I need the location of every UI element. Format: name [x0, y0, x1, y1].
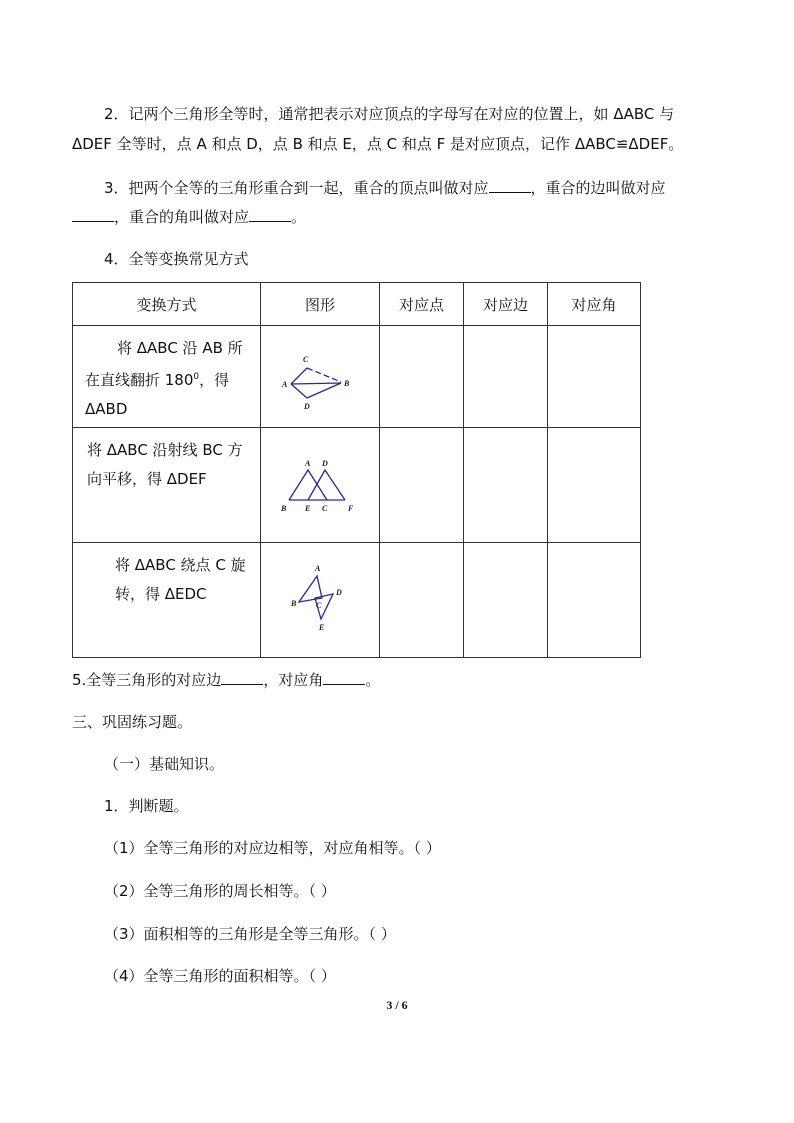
- item3-text-part2: ，重合的边叫做对应: [530, 179, 666, 197]
- edge-ab: [291, 383, 341, 384]
- label-a: A: [305, 459, 311, 468]
- item5-text-part3: 。: [365, 671, 381, 689]
- blank-corr-angles[interactable]: [323, 669, 365, 685]
- row3-corr-angles[interactable]: [548, 543, 641, 658]
- translation-figure: [275, 448, 365, 518]
- page-number: 3 / 6: [386, 998, 408, 1012]
- row1-degree-sup: 0: [193, 372, 200, 382]
- row3-desc: [73, 543, 261, 658]
- label-e: E: [305, 504, 311, 513]
- row2-corr-points[interactable]: [380, 428, 464, 543]
- row1-corr-points[interactable]: [380, 326, 464, 428]
- row1-corr-angles[interactable]: [548, 326, 641, 428]
- item5-line: [72, 669, 380, 690]
- row3-corr-points[interactable]: [380, 543, 464, 658]
- label-e: E: [319, 623, 325, 632]
- item5-text-part2: ，对应角: [263, 671, 324, 689]
- judgment-item-2: （2）全等三角形的周长相等。（ ）: [104, 882, 336, 900]
- label-d: D: [336, 588, 342, 597]
- row1-desc-line1: 将 ΔABC 沿 AB 所: [117, 339, 243, 357]
- blank-corresponding-vertex[interactable]: [489, 177, 531, 193]
- edge-db: [307, 383, 341, 398]
- label-b: B: [291, 599, 297, 608]
- row1-desc-line2-tail: ，得: [199, 371, 230, 389]
- row2-desc: [73, 428, 261, 543]
- row2-desc-line1: 将 ΔABC 沿射线 BC 方: [87, 441, 243, 459]
- triangle-abc: [289, 470, 327, 500]
- header-corr-angles: 对应角: [548, 283, 641, 326]
- edge-ac: [291, 368, 307, 384]
- reflection-figure: [275, 340, 365, 410]
- row3-corr-sides[interactable]: [464, 543, 548, 658]
- row3-desc-line1: 将 ΔABC 绕点 C 旋: [115, 556, 246, 574]
- label-c: C: [322, 504, 328, 513]
- item3-line2: [72, 206, 306, 227]
- header-method: 变换方式: [73, 283, 261, 326]
- transformation-table: [72, 282, 641, 658]
- blank-corr-sides[interactable]: [221, 669, 263, 685]
- judgment-item-4: （4）全等三角形的面积相等。（ ）: [104, 967, 336, 985]
- table-row: [73, 428, 641, 543]
- item2-line2: ΔDEF 全等时，点 A 和点 D，点 B 和点 E，点 C 和点 F 是对应顶点，记作 ΔABC≌ΔDEF。: [72, 135, 684, 153]
- judgment-item-3: （3）面积相等的三角形是全等三角形。（ ）: [104, 925, 396, 943]
- q1-title: 1．判断题。: [104, 797, 189, 815]
- judgment-item-1: （1）全等三角形的对应边相等，对应角相等。（ ）: [104, 839, 441, 857]
- row2-desc-line2: 向平移，得 ΔDEF: [87, 470, 207, 488]
- item3-text-part3: ，重合的角叫做对应: [114, 208, 250, 226]
- item3-text-part1: 3．把两个全等的三角形重合到一起，重合的顶点叫做对应: [104, 179, 489, 197]
- label-c: C: [303, 354, 309, 364]
- label-a: A: [315, 564, 321, 573]
- rotation-figure: [275, 558, 365, 638]
- edge-cb: [307, 368, 341, 382]
- section3-title: 三、巩固练习题。: [72, 713, 193, 731]
- header-corr-points: 对应点: [380, 283, 464, 326]
- label-d: D: [322, 459, 328, 468]
- row1-desc-line3: ΔABD: [85, 400, 128, 418]
- label-d: D: [304, 401, 310, 410]
- edge-ad: [291, 384, 307, 398]
- row3-desc-line2: 转，得 ΔEDC: [115, 585, 207, 603]
- label-b: B: [344, 378, 350, 388]
- header-corr-sides: 对应边: [464, 283, 548, 326]
- table-row: [73, 543, 641, 658]
- item5-text-part1: 5.全等三角形的对应边: [72, 671, 222, 689]
- label-a: A: [282, 379, 288, 389]
- row1-desc-line2: [85, 363, 250, 395]
- row2-corr-angles[interactable]: [548, 428, 641, 543]
- item2-line1: 2．记两个三角形全等时，通常把表示对应顶点的字母写在对应的位置上，如 ΔABC 与: [104, 105, 675, 123]
- sub1-title: （一）基础知识。: [104, 755, 225, 773]
- header-figure: 图形: [261, 283, 380, 326]
- row1-figure-cell: [261, 326, 380, 428]
- label-c: C: [316, 601, 322, 610]
- row1-desc-line2-text: 在直线翻折 180: [85, 371, 194, 389]
- label-b: B: [281, 504, 287, 513]
- item3-line1: [104, 177, 666, 198]
- row1-desc: [73, 326, 261, 428]
- triangle-abc: [299, 576, 322, 602]
- row3-figure-cell: [261, 543, 380, 658]
- label-f: F: [348, 504, 354, 513]
- row1-corr-sides[interactable]: [464, 326, 548, 428]
- row2-figure-cell: [261, 428, 380, 543]
- table-row: [73, 326, 641, 428]
- triangle-def: [308, 470, 345, 500]
- blank-corresponding-side[interactable]: [72, 206, 114, 222]
- item4-title: 4．全等变换常见方式: [104, 250, 249, 268]
- blank-corresponding-angle[interactable]: [249, 206, 291, 222]
- item3-text-part4: 。: [291, 208, 307, 226]
- row2-corr-sides[interactable]: [464, 428, 548, 543]
- table-header-row: [73, 283, 641, 326]
